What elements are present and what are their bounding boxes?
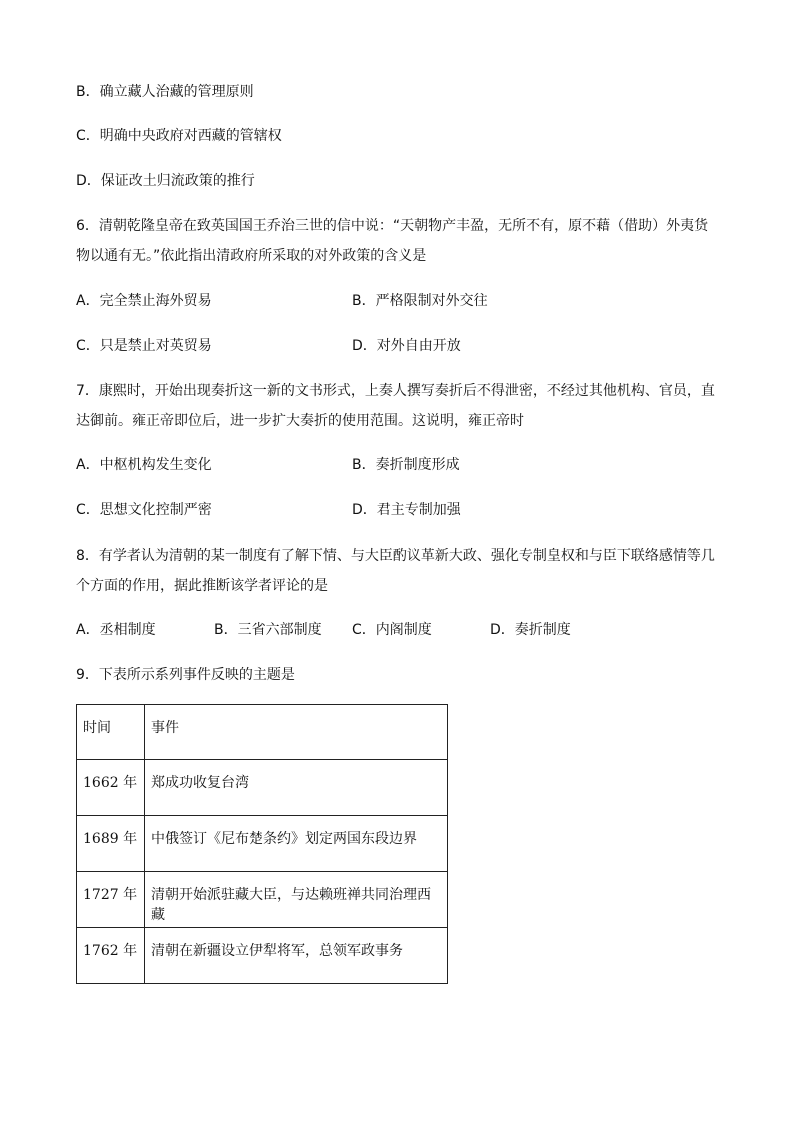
row-event: 郑成功收复台湾 xyxy=(145,760,448,816)
table-row xyxy=(77,760,448,816)
q6-option-b: B．严格限制对外交往 xyxy=(352,293,488,309)
row-event: 中俄签订《尼布楚条约》划定两国东段边界 xyxy=(145,816,448,872)
q6-option-d: D．对外自由开放 xyxy=(352,338,461,354)
q6-stem-line1: 6．清朝乾隆皇帝在致英国国王乔治三世的信中说：“天朝物产丰盈，无所不有，原不藉（借助）外夷货 xyxy=(76,218,709,234)
row-year: 1762 年 xyxy=(77,928,145,984)
row-year: 1727 年 xyxy=(77,872,145,928)
q7-option-b: B．奏折制度形成 xyxy=(352,457,460,473)
q8-stem-line1: 8．有学者认为清朝的某一制度有了解下情、与大臣酌议革新大政、强化专制皇权和与臣下联络感情等几 xyxy=(76,548,715,564)
table-row xyxy=(77,816,448,872)
table-header-row xyxy=(77,705,448,760)
events-table xyxy=(76,704,448,984)
q5-option-b: B．确立藏人治藏的管理原则 xyxy=(76,84,254,100)
q8-option-d: D．奏折制度 xyxy=(490,622,571,638)
q8-stem-line2: 个方面的作用，据此推断该学者评论的是 xyxy=(76,578,328,594)
q7-stem-line2: 达御前。雍正帝即位后，进一步扩大奏折的使用范围。这说明，雍正帝时 xyxy=(76,413,524,429)
q5-option-d: D．保证改土归流政策的推行 xyxy=(76,173,255,189)
q5-option-c: C．明确中央政府对西藏的管辖权 xyxy=(76,128,282,144)
q7-option-d: D．君主专制加强 xyxy=(352,502,461,518)
row-year: 1662 年 xyxy=(77,760,145,816)
q8-option-b: B．三省六部制度 xyxy=(214,622,322,638)
row-year: 1689 年 xyxy=(77,816,145,872)
table-row xyxy=(77,928,448,984)
row-event: 清朝在新疆设立伊犁将军，总领军政事务 xyxy=(145,928,448,984)
table-row xyxy=(77,872,448,928)
row-event: 清朝开始派驻藏大臣，与达赖班禅共同治理西藏 xyxy=(145,872,448,928)
q6-stem-line2: 物以通有无。”依此指出清政府所采取的对外政策的含义是 xyxy=(76,248,427,264)
q6-option-c: C．只是禁止对英贸易 xyxy=(76,338,212,354)
q7-option-c: C．思想文化控制严密 xyxy=(76,502,212,518)
q7-option-a: A．中枢机构发生变化 xyxy=(76,457,212,473)
q7-stem-line1: 7．康熙时，开始出现奏折这一新的文书形式，上奏人撰写奏折后不得泄密，不经过其他机构、官员，直 xyxy=(76,383,715,399)
header-time: 时间 xyxy=(77,705,145,760)
q8-option-c: C．内阁制度 xyxy=(352,622,432,638)
q9-stem: 9．下表所示系列事件反映的主题是 xyxy=(76,667,295,683)
header-event: 事件 xyxy=(145,705,448,760)
q8-option-a: A．丞相制度 xyxy=(76,622,156,638)
q6-option-a: A．完全禁止海外贸易 xyxy=(76,293,212,309)
